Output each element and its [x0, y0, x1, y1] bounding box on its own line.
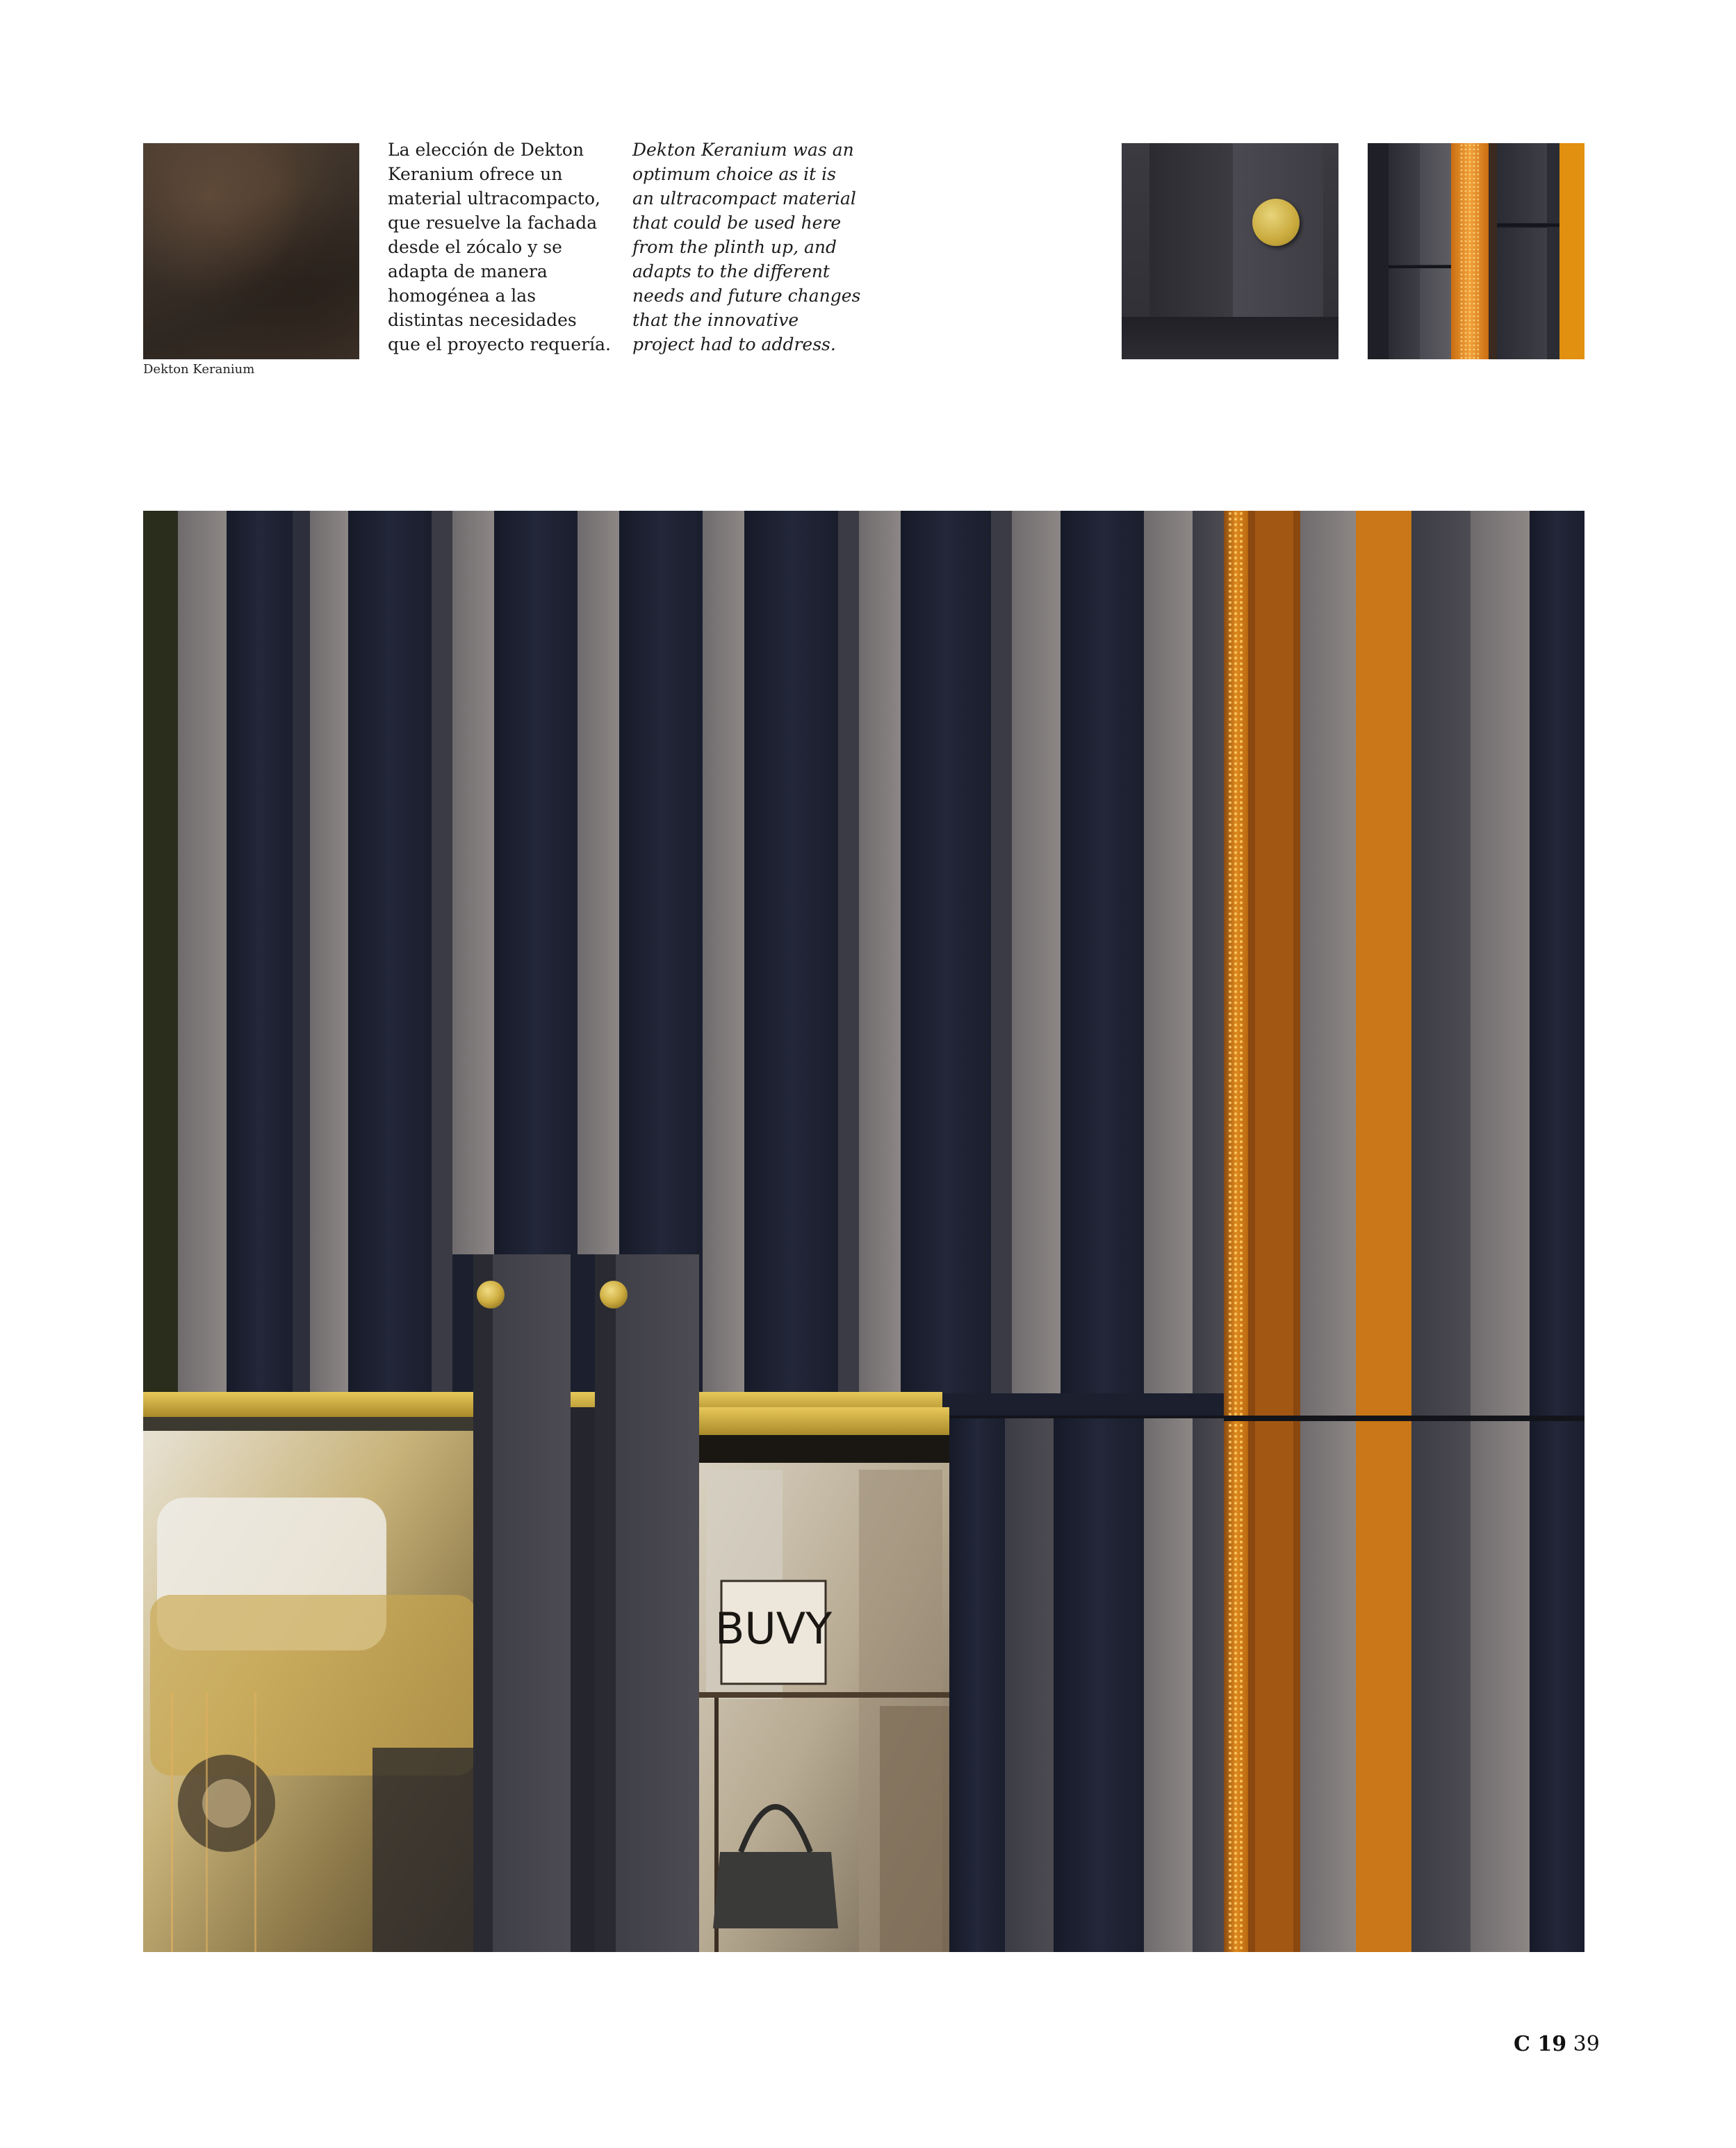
swatch-caption: Dekton Keranium [143, 362, 255, 377]
facade-illustration [143, 511, 1584, 1952]
page-number: 39 [1573, 2032, 1600, 2056]
column-shadow [1122, 317, 1338, 359]
light-joint-illustration [1368, 143, 1584, 359]
body-text-spanish: La elección de Dekton Keranium ofrece un material ultracompacto, que resuelve la fachada desde el zócalo y se adapta de manera homogénea a las distintas necesidades que el proyecto requería. [388, 140, 611, 354]
thumbnail-column-disc [1122, 143, 1338, 359]
main-facade-photo [143, 511, 1584, 1952]
page-footer [1514, 2032, 1600, 2057]
body-text-english: Dekton Keranium was an optimum choice as it is an ultracompact material that could be used here from the plinth up, and adapts to the different needs and future changes that the innovative project had to address. [632, 140, 861, 354]
thumbnail-light-joint [1368, 143, 1584, 359]
brass-disc [1252, 199, 1300, 246]
magazine-issue: C 19 [1514, 2032, 1567, 2056]
shop-sign-text: BUVY [714, 1603, 833, 1654]
upper-fins [178, 511, 1224, 1393]
column-side-face [1149, 143, 1240, 317]
material-swatch-image [143, 143, 359, 359]
